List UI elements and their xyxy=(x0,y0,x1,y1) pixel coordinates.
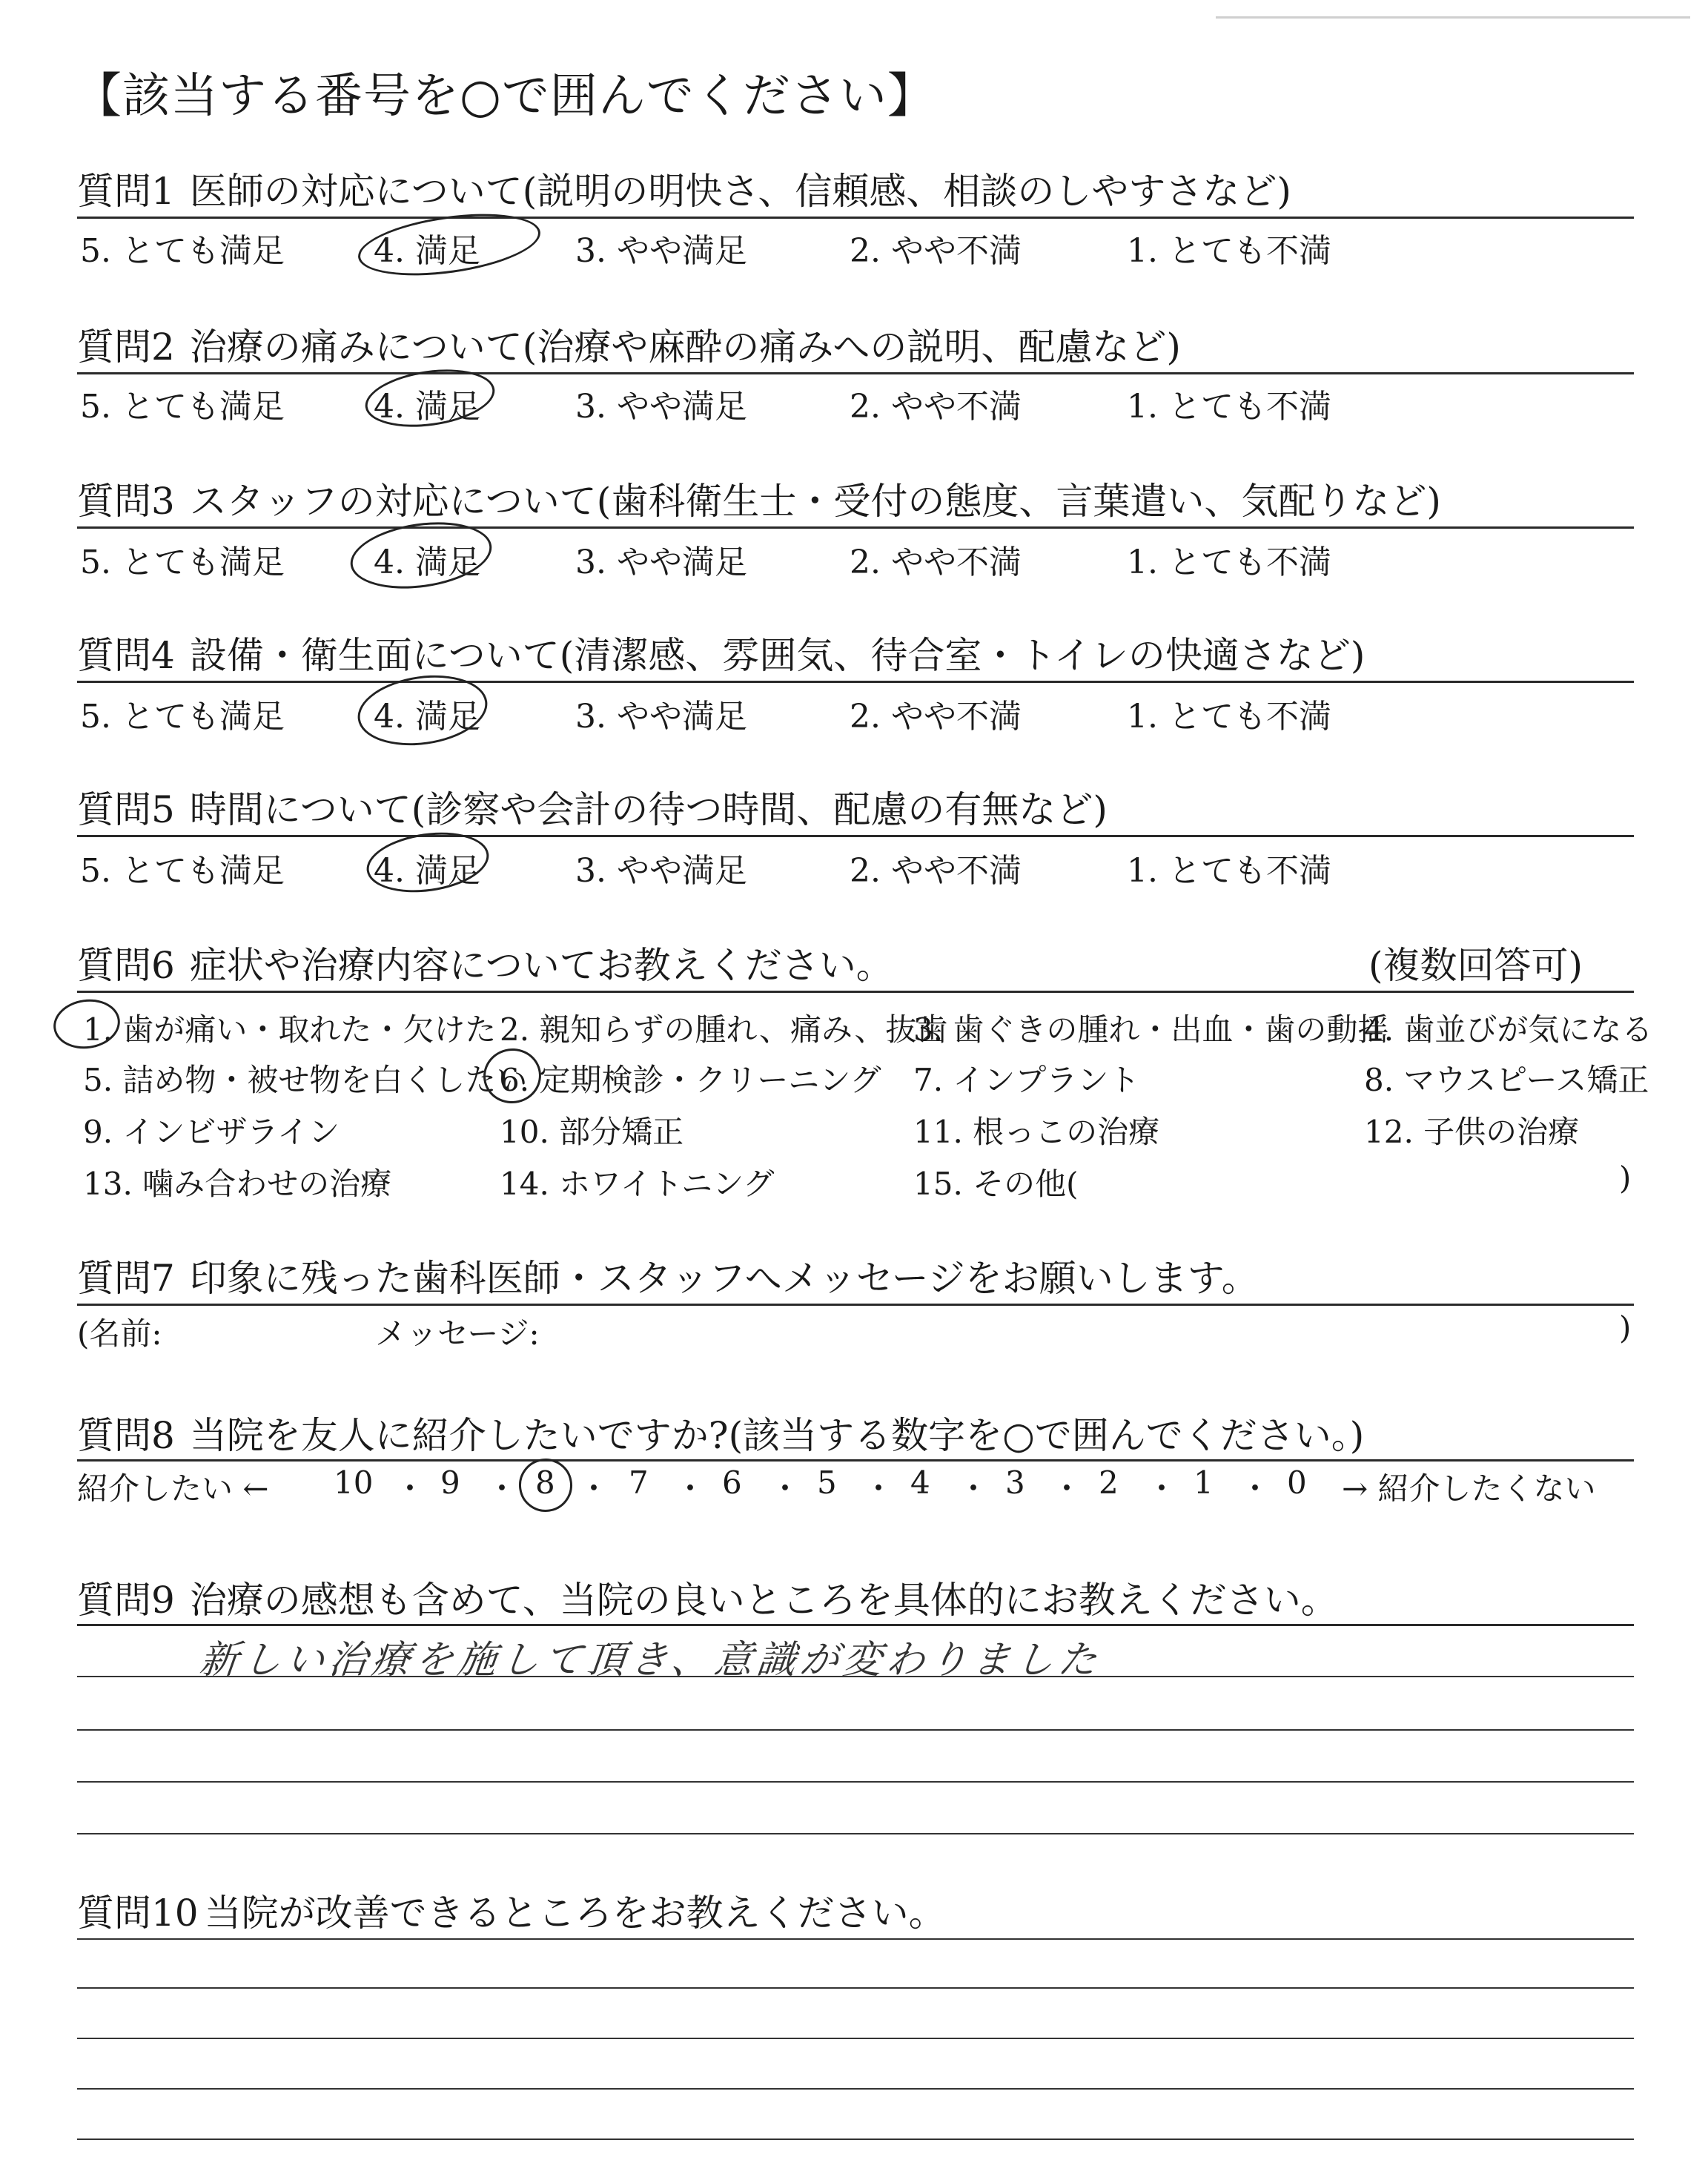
scale-dot: ・ xyxy=(958,1470,990,1507)
option-1[interactable]: 1. とても不満 xyxy=(1127,232,1331,270)
scan-edge-line xyxy=(1216,16,1690,19)
option-2[interactable]: 2. やや不満 xyxy=(850,852,1022,890)
question-2 xyxy=(77,317,1181,371)
name-label: (名前: xyxy=(77,1315,162,1352)
answer-line xyxy=(77,1781,1634,1783)
option-5[interactable]: 5. とても満足 xyxy=(80,698,285,736)
question-7 xyxy=(77,1249,1259,1302)
question-text: 医師の対応について(説明の明快さ、信頼感、相談のしやすさなど) xyxy=(189,170,1291,213)
question-text: 症状や治療内容についてお教えください。 xyxy=(189,944,893,987)
question-1 xyxy=(77,162,1291,215)
scale-dot: ・ xyxy=(1146,1470,1178,1507)
scale-7[interactable]: 7 xyxy=(629,1464,649,1501)
scale-dot: ・ xyxy=(863,1470,895,1507)
question-number: 質問4 xyxy=(77,634,175,677)
scale-dot: ・ xyxy=(769,1470,801,1507)
question-9 xyxy=(77,1571,1338,1624)
option-1[interactable]: 1. とても不満 xyxy=(1127,698,1331,736)
symptom-option-6[interactable]: 6. 定期検診・クリーニング xyxy=(500,1062,881,1098)
message-close-paren: ) xyxy=(1619,1309,1632,1346)
option-2[interactable]: 2. やや不満 xyxy=(850,544,1022,581)
answer-line xyxy=(77,2138,1634,2140)
option-2[interactable]: 2. やや不満 xyxy=(850,232,1022,270)
multiple-answer-note: (複数回答可) xyxy=(1368,944,1583,987)
answer-line xyxy=(77,1676,1634,1677)
symptom-option-13[interactable]: 13. 噛み合わせの治療 xyxy=(83,1166,392,1202)
question-text: スタッフの対応について(歯科衛生士・受付の態度、言葉遣い、気配りなど) xyxy=(189,480,1441,523)
option-4[interactable]: 4. 満足 xyxy=(374,698,480,736)
question-text: 当院が改善できるところをお教えください。 xyxy=(204,1892,946,1935)
scale-5[interactable]: 5 xyxy=(817,1464,837,1501)
symptom-option-4[interactable]: 4. 歯並びが気になる xyxy=(1364,1011,1653,1048)
question-6 xyxy=(77,936,893,989)
question-text: 当院を友人に紹介したいですか?(該当する数字を○で囲んでください。) xyxy=(189,1414,1365,1457)
scale-dot: ・ xyxy=(1239,1470,1271,1507)
question-rule xyxy=(77,217,1634,219)
question-5 xyxy=(77,780,1108,833)
option-1[interactable]: 1. とても不満 xyxy=(1127,544,1331,581)
scale-dot: ・ xyxy=(486,1470,518,1507)
option-2[interactable]: 2. やや不満 xyxy=(850,698,1022,736)
handwritten-answer: 新しい治療を施して頂き、意識が変わりました xyxy=(197,1638,1104,1682)
question-number: 質問2 xyxy=(77,326,175,369)
answer-line xyxy=(77,2038,1634,2039)
question-rule xyxy=(77,1459,1634,1462)
option-4[interactable]: 4. 満足 xyxy=(374,232,480,270)
option-3[interactable]: 3. やや満足 xyxy=(575,698,747,736)
question-number: 質問10 xyxy=(77,1892,199,1935)
question-number: 質問1 xyxy=(77,170,175,213)
option-4[interactable]: 4. 満足 xyxy=(374,388,480,426)
answer-line xyxy=(77,1987,1634,1989)
question-4 xyxy=(77,626,1365,679)
scale-0[interactable]: 0 xyxy=(1287,1464,1307,1501)
question-rule xyxy=(77,1624,1634,1626)
symptom-option-8[interactable]: 8. マウスピース矯正 xyxy=(1364,1062,1649,1098)
option-3[interactable]: 3. やや満足 xyxy=(575,852,747,890)
answer-line xyxy=(77,2088,1634,2090)
symptom-option-14[interactable]: 14. ホワイトニング xyxy=(500,1166,775,1202)
scale-dot: ・ xyxy=(675,1470,706,1507)
answer-line xyxy=(77,1833,1634,1834)
symptom-option-3[interactable]: 3. 歯ぐきの腫れ・出血・歯の動揺 xyxy=(913,1011,1389,1048)
scale-left-label: 紹介したい ← xyxy=(77,1470,269,1507)
question-number: 質問8 xyxy=(77,1414,175,1457)
question-rule xyxy=(77,1304,1634,1306)
question-text: 印象に残った歯科医師・スタッフへメッセージをお願いします。 xyxy=(189,1257,1259,1300)
question-number: 質問6 xyxy=(77,944,175,987)
option-1[interactable]: 1. とても不満 xyxy=(1127,852,1331,890)
question-number: 質問3 xyxy=(77,480,175,523)
answer-circle-mark xyxy=(515,1455,575,1515)
question-text: 設備・衛生面について(清潔感、雰囲気、待合室・トイレの快適さなど) xyxy=(189,634,1366,677)
option-4[interactable]: 4. 満足 xyxy=(374,544,480,581)
form-instruction-header: 【該当する番号を○で囲んでください】 xyxy=(74,69,936,124)
answer-line xyxy=(77,1938,1634,1940)
question-text: 時間について(診察や会計の待つ時間、配慮の有無など) xyxy=(189,788,1108,831)
symptom-option-1[interactable]: 1. 歯が痛い・取れた・欠けた xyxy=(83,1011,497,1048)
option-1[interactable]: 1. とても不満 xyxy=(1127,388,1331,426)
answer-line xyxy=(77,1729,1634,1731)
question-text: 治療の痛みについて(治療や麻酔の痛みへの説明、配慮など) xyxy=(189,326,1181,369)
option-5[interactable]: 5. とても満足 xyxy=(80,544,285,581)
symptom-option-12[interactable]: 12. 子供の治療 xyxy=(1364,1114,1580,1150)
scale-3[interactable]: 3 xyxy=(1005,1464,1025,1501)
symptom-option-11[interactable]: 11. 根っこの治療 xyxy=(913,1114,1160,1150)
symptom-option-2[interactable]: 2. 親知らずの腫れ、痛み、抜歯 xyxy=(500,1011,948,1048)
question-rule xyxy=(77,835,1634,837)
scale-dot: ・ xyxy=(1051,1470,1083,1507)
question-number: 質問9 xyxy=(77,1579,175,1622)
scale-8[interactable]: 8 xyxy=(535,1464,555,1501)
option-5[interactable]: 5. とても満足 xyxy=(80,232,285,270)
option-5[interactable]: 5. とても満足 xyxy=(80,852,285,890)
option-3[interactable]: 3. やや満足 xyxy=(575,544,747,581)
option-3[interactable]: 3. やや満足 xyxy=(575,388,747,426)
option-3[interactable]: 3. やや満足 xyxy=(575,232,747,270)
symptom-option-15-other[interactable]: 15. その他( xyxy=(913,1166,1079,1202)
question-rule xyxy=(77,526,1634,529)
option-4[interactable]: 4. 満足 xyxy=(374,852,480,890)
symptom-option-7[interactable]: 7. インプラント xyxy=(913,1062,1140,1098)
question-10 xyxy=(77,1883,946,1937)
question-number: 質問7 xyxy=(77,1257,175,1300)
scale-1[interactable]: 1 xyxy=(1194,1464,1214,1501)
scale-10[interactable]: 10 xyxy=(334,1464,374,1501)
scale-2[interactable]: 2 xyxy=(1099,1464,1119,1501)
question-text: 治療の感想も含めて、当院の良いところを具体的にお教えください。 xyxy=(189,1579,1338,1622)
other-close-paren: ) xyxy=(1619,1160,1632,1196)
question-8 xyxy=(77,1406,1364,1459)
scale-4[interactable]: 4 xyxy=(910,1464,930,1501)
scale-9[interactable]: 9 xyxy=(440,1464,460,1501)
question-3 xyxy=(77,472,1441,525)
symptom-option-9[interactable]: 9. インビザライン xyxy=(83,1114,340,1150)
symptom-option-10[interactable]: 10. 部分矯正 xyxy=(500,1114,684,1150)
symptom-option-5[interactable]: 5. 詰め物・被せ物を白くしたい xyxy=(83,1062,528,1098)
question-rule xyxy=(77,372,1634,374)
option-5[interactable]: 5. とても満足 xyxy=(80,388,285,426)
scale-dot: ・ xyxy=(578,1470,610,1507)
question-rule xyxy=(77,681,1634,683)
message-label: メッセージ: xyxy=(375,1315,540,1352)
option-2[interactable]: 2. やや不満 xyxy=(850,388,1022,426)
question-rule xyxy=(77,991,1634,993)
scale-right-label: → 紹介したくない xyxy=(1342,1470,1596,1507)
scale-6[interactable]: 6 xyxy=(722,1464,742,1501)
question-number: 質問5 xyxy=(77,788,175,831)
scale-dot: ・ xyxy=(394,1470,426,1507)
